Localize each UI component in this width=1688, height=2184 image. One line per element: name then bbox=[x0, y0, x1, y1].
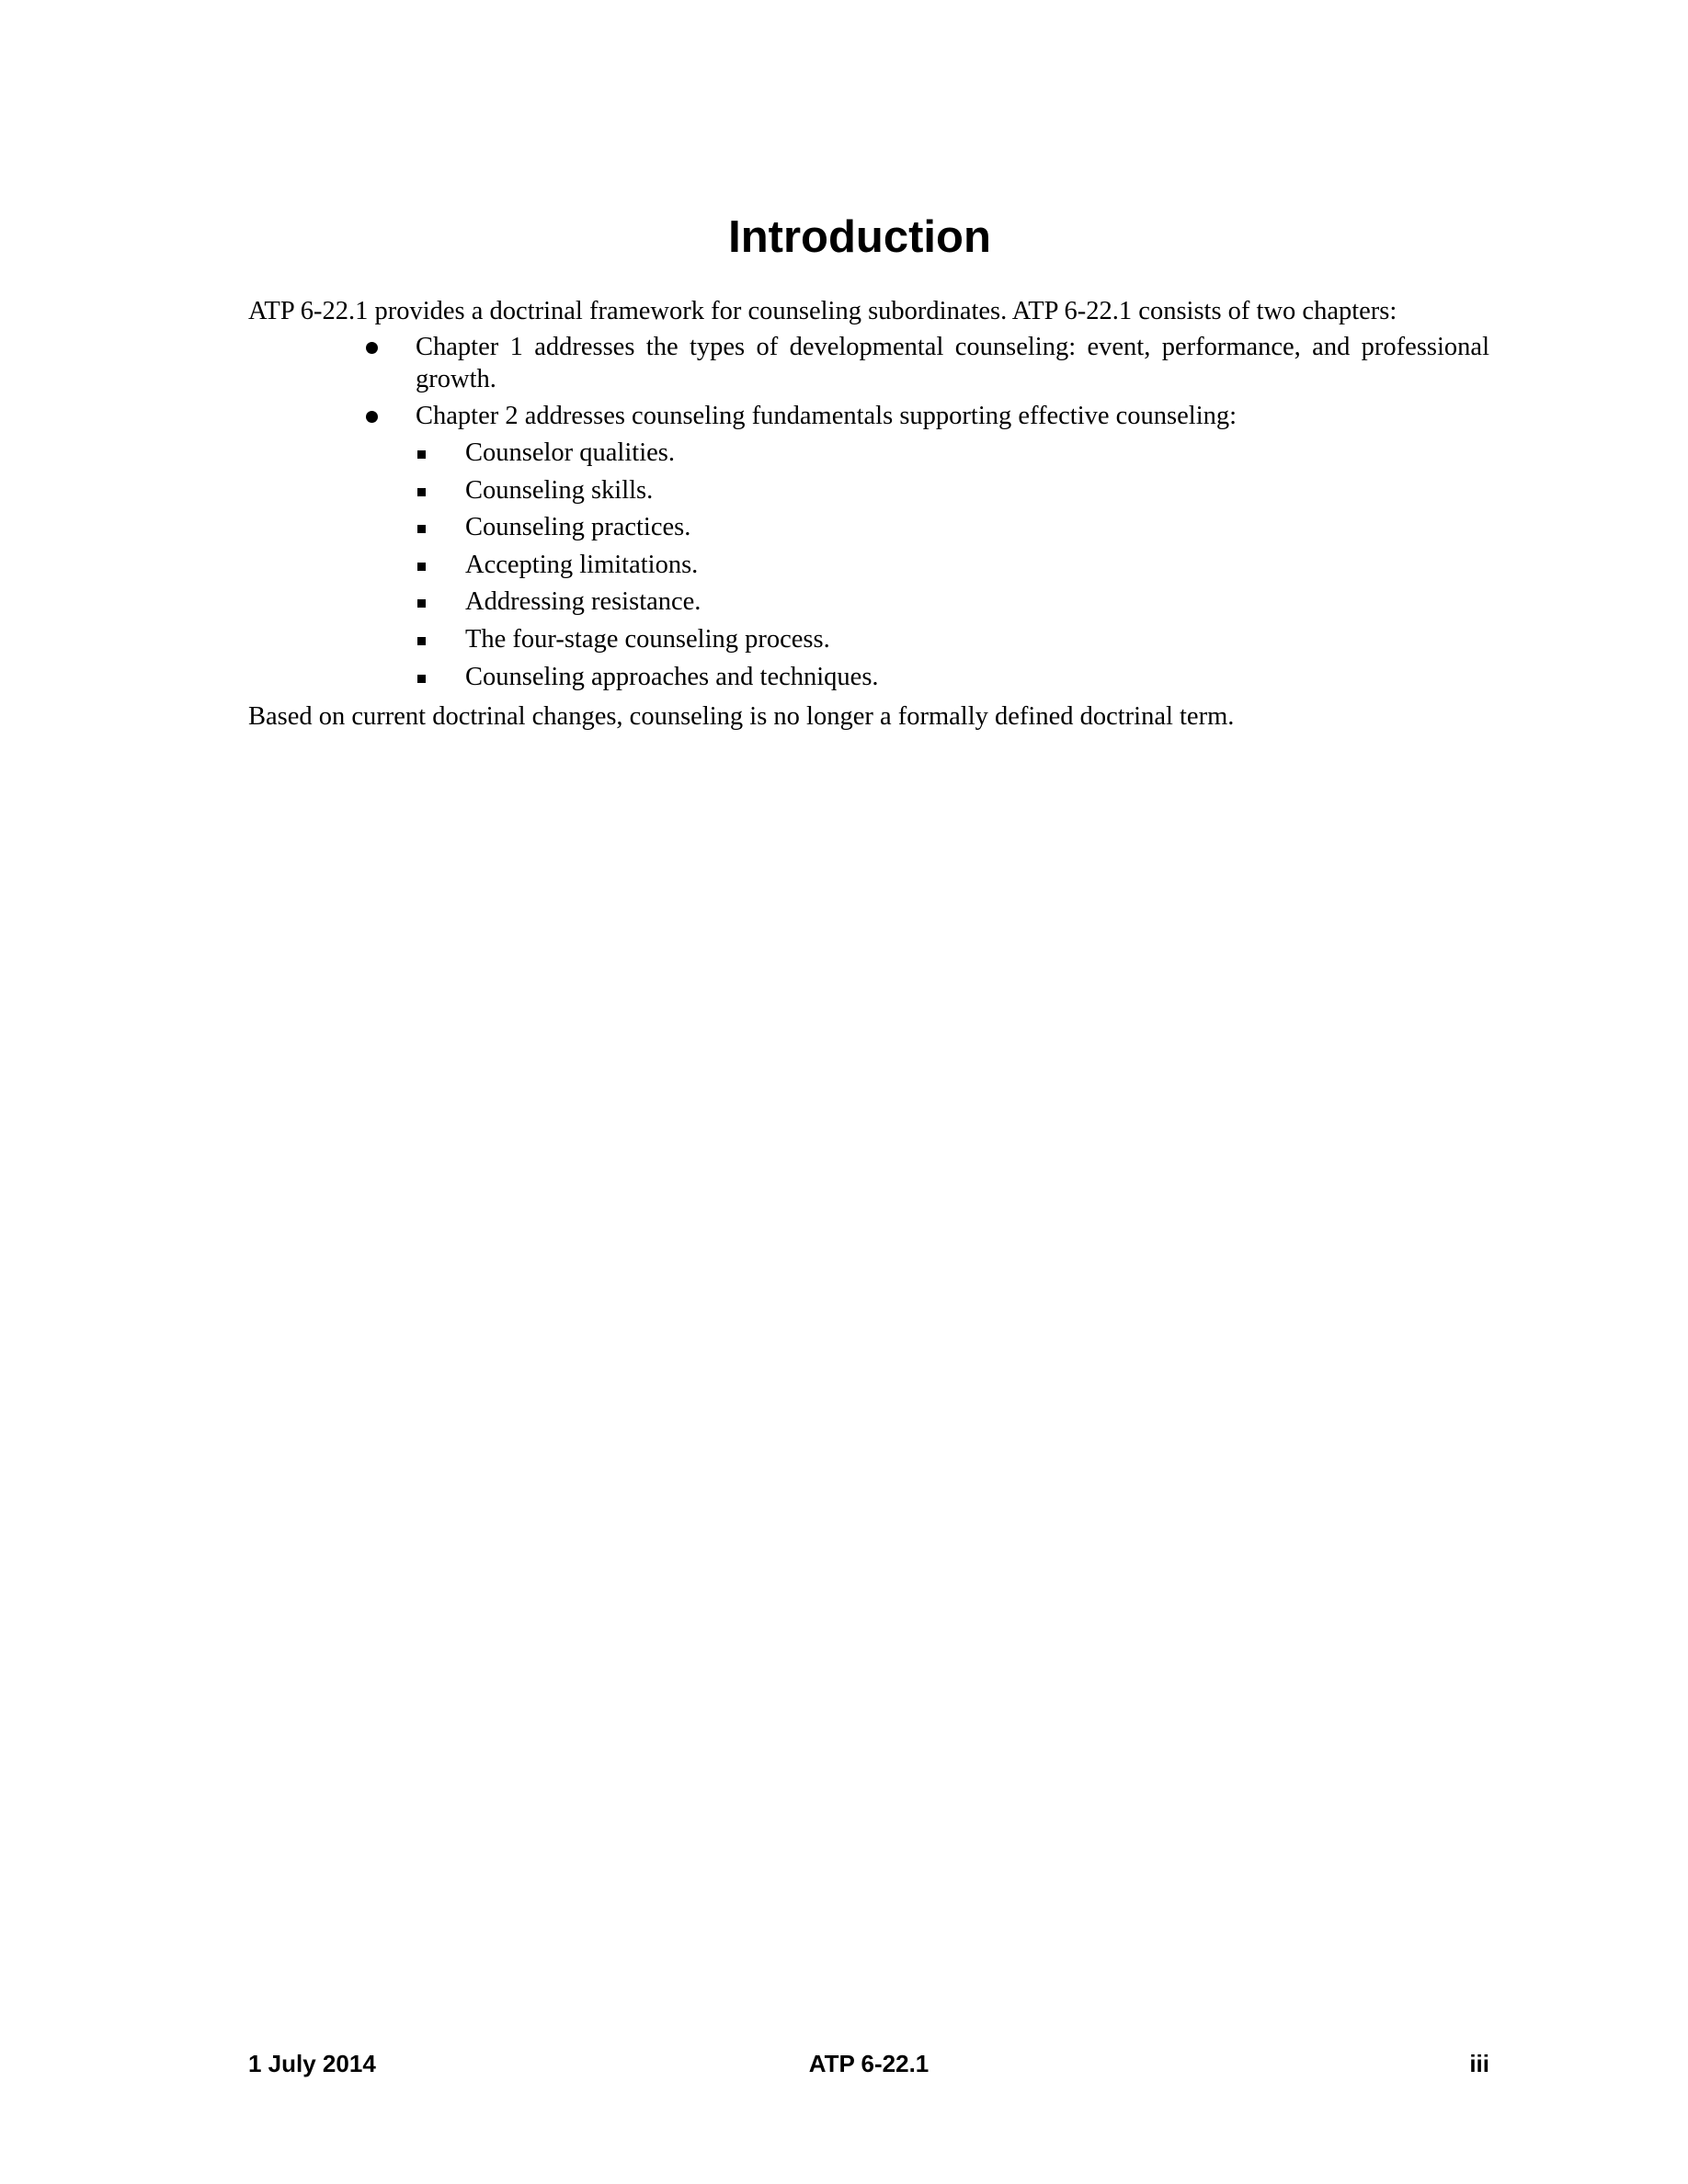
sub-list-item-text: Counselor qualities. bbox=[465, 438, 675, 467]
sub-list-item bbox=[465, 474, 1489, 506]
sub-list-item-text: Counseling practices. bbox=[465, 513, 691, 542]
square-bullet-icon bbox=[417, 525, 426, 533]
square-bullet-icon bbox=[417, 488, 426, 496]
square-bullet-icon bbox=[417, 599, 426, 608]
intro-paragraph: ATP 6-22.1 provides a doctrinal framework for counseling subordinates. ATP 6-22.1 consists of two chapters: bbox=[248, 297, 1397, 325]
sub-list-item bbox=[465, 661, 1489, 693]
page-title: Introduction bbox=[728, 212, 991, 262]
chapter-list bbox=[248, 331, 1489, 693]
sub-list-item-text: Addressing resistance. bbox=[465, 587, 701, 617]
sub-list-item-text: The four-stage counseling process. bbox=[465, 624, 830, 654]
sub-list-item bbox=[465, 586, 1489, 618]
bullet-icon bbox=[366, 411, 378, 423]
document-body bbox=[248, 295, 1489, 733]
list-item bbox=[416, 400, 1489, 693]
sub-list-item-text: Counseling approaches and techniques. bbox=[465, 662, 879, 691]
closing-paragraph: Based on current doctrinal changes, counseling is no longer a formally defined doctrinal term. bbox=[248, 701, 1235, 731]
footer-publication: ATP 6-22.1 bbox=[808, 2050, 930, 2077]
sub-list-item-text: Accepting limitations. bbox=[465, 550, 699, 579]
square-bullet-icon bbox=[417, 450, 426, 459]
list-item bbox=[416, 331, 1489, 395]
sub-list-item bbox=[465, 511, 1489, 543]
fundamentals-sublist bbox=[416, 437, 1489, 693]
square-bullet-icon bbox=[417, 675, 426, 683]
sub-list-item bbox=[465, 437, 1489, 469]
square-bullet-icon bbox=[417, 563, 426, 571]
footer-date: 1 July 2014 bbox=[248, 2050, 376, 2077]
page-footer bbox=[248, 2047, 1489, 2080]
bullet-icon bbox=[366, 342, 378, 354]
sub-list-item-text: Counseling skills. bbox=[465, 475, 654, 505]
list-item-text: Chapter 1 addresses the types of developmental counseling: event, performance, and professional growth. bbox=[416, 333, 1489, 393]
footer-page-number: iii bbox=[1469, 2050, 1489, 2077]
sub-list-item bbox=[465, 623, 1489, 655]
list-item-text: Chapter 2 addresses counseling fundamentals supporting effective counseling: bbox=[416, 402, 1237, 430]
square-bullet-icon bbox=[417, 637, 426, 645]
sub-list-item bbox=[465, 549, 1489, 581]
